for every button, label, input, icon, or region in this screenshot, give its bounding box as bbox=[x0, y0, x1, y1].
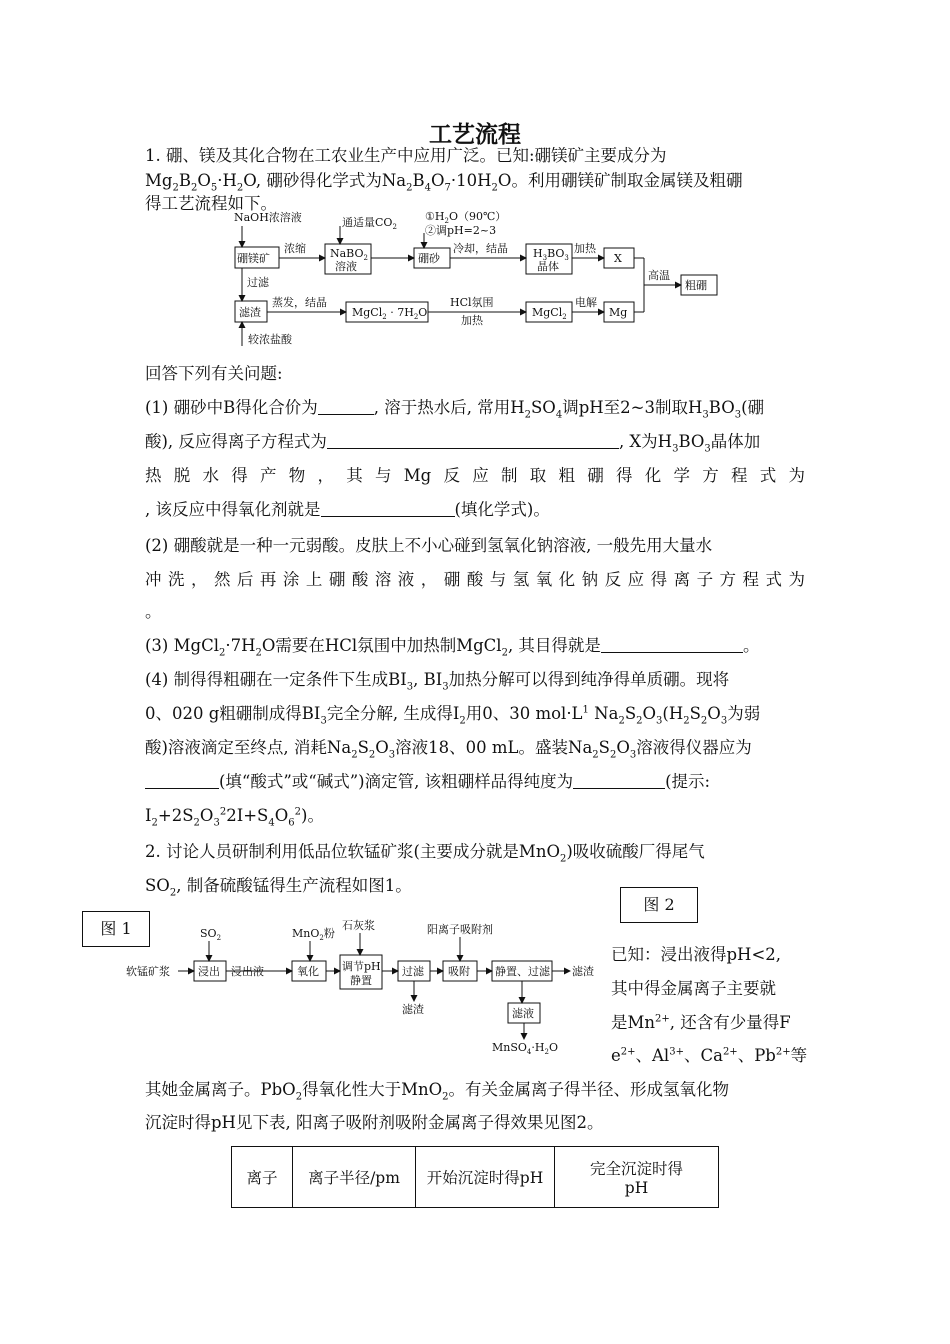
cool-label: 冷却，结晶 bbox=[453, 242, 508, 255]
ion-table bbox=[231, 1146, 719, 1208]
lime-label: 石灰浆 bbox=[342, 919, 375, 932]
q1-sub1-line3: 热脱水得产物，其与Mg反应制取粗硼得化学方程式为 bbox=[145, 466, 805, 485]
concentrate-label: 浓缩 bbox=[284, 242, 306, 255]
nabo2-label: NaBO$_2$ bbox=[330, 247, 368, 262]
mg-label: Mg bbox=[609, 306, 628, 319]
table-header-cell: 开始沉淀时得pH bbox=[416, 1147, 555, 1208]
note-line3: 是$Mn^{2+}$, 还含有少量得F bbox=[611, 1013, 791, 1032]
note-line1: 已知：浸出液得pH<2, bbox=[611, 945, 782, 964]
leachate-label: 浸出液 bbox=[231, 965, 264, 978]
settle-label-1: 静置 bbox=[350, 974, 372, 987]
ore-label: 硼镁矿 bbox=[237, 252, 270, 265]
oxidize-label: 氧化 bbox=[297, 965, 319, 978]
q1-sub1-line4: , 该反应中得氧化剂就是 (填化学式)。 bbox=[145, 500, 550, 519]
cond1-label: $①H_2O(90℃)$ bbox=[425, 210, 507, 225]
answer-blank[interactable] bbox=[601, 637, 743, 653]
manganese-process-flowchart bbox=[126, 915, 606, 1060]
q1-sub1-line2: 酸), 反应得离子方程式为 , X为$H_3BO_3$晶体加 bbox=[145, 432, 761, 455]
answer-blank[interactable] bbox=[327, 433, 619, 449]
leach-label: 浸出 bbox=[198, 965, 220, 978]
note-line4: $e^{2+}$、$Al^{3+}$、$Ca^{2+}$、$Pb^{2+}$等 bbox=[611, 1046, 808, 1065]
q1-sub4-line4: (填“酸式”或“碱式”)滴定管, 该粗硼样品得纯度为 (提示: bbox=[145, 772, 710, 792]
q1-intro-line1: 1. 硼、镁及其化合物在工农业生产中应用广泛。已知:硼镁矿主要成分为 bbox=[145, 146, 667, 165]
q2-line6: 沉淀时得pH见下表, 阳离子吸附剂吸附金属离子得效果见图2。 bbox=[145, 1113, 604, 1132]
filter-label: 过滤 bbox=[402, 965, 424, 978]
answer-prompt: 回答下列有关问题: bbox=[145, 364, 283, 383]
cation-label: 阳离子吸附剂 bbox=[427, 923, 493, 936]
q2-line5: 其她金属离子。PbO$_2$得氧化性大于MnO$_2$。有关金属离子得半径、形成氢氧化物 bbox=[145, 1080, 730, 1103]
co2-label: 通适量$CO_2$ bbox=[342, 216, 397, 231]
answer-blank[interactable] bbox=[573, 773, 665, 789]
figure2-label: 图 2 bbox=[620, 887, 698, 923]
q1-sub2-line2: 冲洗，然后再涂上硼酸溶液，硼酸与氢氧化钠反应得离子方程式为 bbox=[145, 570, 805, 589]
q1-intro-line2: $Mg_2B_2O_5\cdot H_2O$, 硼砂得化学式为$Na_2B_4O_7\cdot 10H_2O$。利用硼镁矿制取金属镁及粗硼 bbox=[145, 171, 743, 194]
q1-intro-line3: 得工艺流程如下。 bbox=[145, 194, 277, 213]
slurry-label: 软锰矿浆 bbox=[126, 965, 170, 978]
settle-label-2: 静置、过滤 bbox=[495, 965, 550, 978]
note-line2: 其中得金属离子主要就 bbox=[611, 979, 776, 998]
heat-label: 加热 bbox=[574, 242, 596, 255]
filter-label: 过滤 bbox=[247, 276, 269, 289]
q1-sub4-line1: (4) 制得得粗硼在一定条件下生成$BI_3$, $BI_3$加热分解可以得到纯净得单质硼。现将 bbox=[145, 670, 730, 693]
hightemp-label: 高温 bbox=[648, 269, 670, 282]
answer-blank[interactable] bbox=[145, 773, 219, 789]
q2-line2: $SO_2$, 制备硫酸锰得生产流程如图1。 bbox=[145, 876, 412, 899]
residue1-label: 滤渣 bbox=[402, 1003, 424, 1016]
hclatm-label: HCl氛围 bbox=[450, 296, 494, 309]
x-label: X bbox=[614, 252, 622, 265]
q1-sub2-line3: 。 bbox=[145, 602, 162, 621]
filtrate-label: 滤液 bbox=[512, 1007, 534, 1020]
table-header-cell: 完全沉淀时得 pH bbox=[555, 1147, 719, 1208]
q1-sub4-line5: $I_2+2S_2O_3^22I+S_4O_6^2$)。 bbox=[145, 806, 324, 829]
so2-label: $SO_2$ bbox=[200, 927, 222, 942]
heating-label: 加热 bbox=[461, 314, 483, 327]
residue-label: 滤渣 bbox=[239, 306, 261, 319]
crystal-label: 晶体 bbox=[537, 260, 559, 273]
mgcl2-label: MgCl$_2$ bbox=[532, 306, 567, 321]
q1-sub4-line2: 0、020 g粗硼制成得$BI_3$完全分解, 生成得$I_2$用0、30 $mol\cdot L^1$ $Na_2S_2O_3(H_2S_2O_3$为弱 bbox=[145, 704, 761, 727]
q1-sub2-line1: (2) 硼酸就是一种一元弱酸。皮肤上不小心碰到氢氧化钠溶液, 一般先用大量水 bbox=[145, 536, 713, 555]
table-header-cell: 离子 bbox=[232, 1147, 293, 1208]
hcl-label: 较浓盐酸 bbox=[248, 333, 292, 346]
nabo2-solution-label: 溶液 bbox=[335, 260, 357, 273]
table-header-row bbox=[232, 1147, 719, 1208]
residue2-label: 滤渣 bbox=[572, 965, 594, 978]
electrolysis-label: 电解 bbox=[575, 296, 597, 309]
adsorb-label: 吸附 bbox=[448, 965, 470, 978]
q1-sub4-line3: 酸)溶液滴定至终点, 消耗$Na_2S_2O_3$溶液18、00 mL。盛装$Na_2S_2O_3$溶液得仪器应为 bbox=[145, 738, 752, 761]
borax-label: 硼砂 bbox=[418, 252, 440, 265]
crude-label: 粗硼 bbox=[685, 279, 707, 292]
answer-blank[interactable] bbox=[318, 399, 374, 415]
table-header-cell: 离子半径/pm bbox=[293, 1147, 416, 1208]
q1-sub3: (3) $MgCl_2\cdot 7H_2O$需要在HCl氛围中加热制MgCl$_2$, 其目得就是 。 bbox=[145, 636, 760, 659]
naoh-label: NaOH浓溶液 bbox=[234, 211, 302, 224]
answer-blank[interactable] bbox=[321, 501, 455, 517]
mno2-label: MnO$_2$粉 bbox=[292, 927, 335, 942]
adjust-label: 调节pH bbox=[342, 960, 381, 973]
figure1-label: 图 1 bbox=[82, 911, 150, 947]
evap-label: 蒸发，结晶 bbox=[272, 296, 327, 309]
q2-line1: 2. 讨论人员研制利用低品位软锰矿浆(主要成分就是MnO$_2$)吸收硫酸厂得尾气 bbox=[145, 842, 705, 865]
h3bo3-label: $H_3BO_3$ bbox=[533, 247, 569, 262]
mgcl2h2o-label: MgCl$_2$ · $7H_2O$ bbox=[352, 306, 428, 321]
page-title: 工艺流程 bbox=[429, 121, 521, 148]
cond2-label: ②调pH=2~3 bbox=[425, 224, 497, 237]
boron-process-flowchart bbox=[228, 208, 707, 356]
q1-sub1-line1: (1) 硼砂中B得化合价为 , 溶于热水后, 常用$H_2SO_4$调pH至2~3制取$H_3BO_3$(硼 bbox=[145, 398, 765, 421]
product-label: $MnSO_4\cdot H_2O$ bbox=[492, 1041, 558, 1056]
